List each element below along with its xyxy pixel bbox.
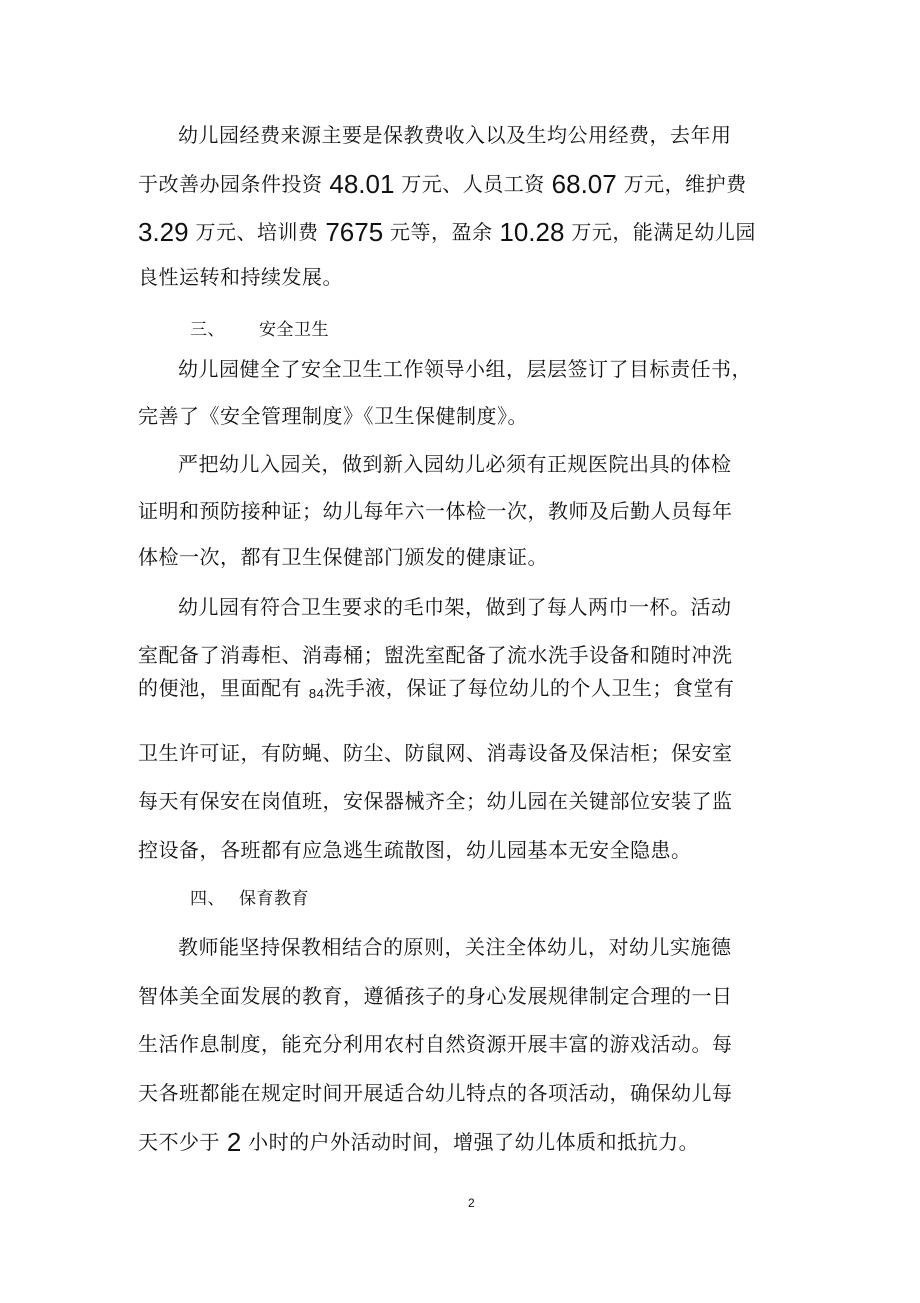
amount-value: 2 — [226, 1127, 242, 1157]
section-heading — [190, 318, 329, 342]
amount-value: 10.28 — [499, 217, 565, 247]
text-run: 洗手液，保证了每位幼儿的个人卫生；食堂有 — [324, 676, 735, 700]
text-run: 于改善办园条件投资 — [138, 172, 330, 196]
para4-line2: 室配备了消毒柜、消毒桶；盥洗室配备了流水洗手设备和随时冲洗 — [138, 643, 733, 667]
text-run: 万元、培训费 — [188, 220, 326, 244]
para5-line4: 天各班都能在规定时间开展适合幼儿特点的各项活动，确保幼儿每 — [138, 1081, 733, 1105]
para4-line6: 控设备，各班都有应急逃生疏散图，幼儿园基本无安全隐患。 — [138, 838, 692, 862]
para4-line5: 每天有保安在岗值班，安保器械齐全；幼儿园在关键部位安装了监 — [138, 789, 733, 813]
para3-line2: 证明和预防接种证；幼儿每年六一体检一次，教师及后勤人员每年 — [138, 499, 733, 523]
text-run: 万元，维护费 — [616, 172, 747, 196]
section-number: 三、 — [190, 320, 225, 340]
para5-line1: 教师能坚持保教相结合的原则，关注全体幼儿，对幼儿实施德 — [178, 935, 732, 959]
para5-line5 — [138, 1127, 700, 1157]
amount-value: 68.07 — [551, 169, 617, 199]
para5-line3: 生活作息制度，能充分利用农村自然资源开展丰富的游戏活动。每 — [138, 1032, 733, 1056]
para1-line3 — [138, 217, 756, 247]
section-heading — [190, 887, 309, 911]
text-run: 小时的户外活动时间，增强了幼儿体质和抵抗力。 — [241, 1130, 700, 1154]
amount-value: 48.01 — [329, 169, 395, 199]
para4-line4: 卫生许可证，有防蝇、防尘、防鼠网、消毒设备及保洁柜；保安室 — [138, 741, 733, 765]
text-run: 万元，能满足幼儿园 — [564, 220, 756, 244]
section-title: 安全卫生 — [259, 320, 329, 340]
para1-line1: 幼儿园经费来源主要是保教费收入以及生均公用经费，去年用 — [178, 123, 732, 147]
para1-line4: 良性运转和持续发展。 — [138, 265, 343, 289]
para4-line1: 幼儿园有符合卫生要求的毛巾架，做到了每人两巾一杯。活动 — [178, 595, 732, 619]
para3-line3: 体检一次，都有卫生保健部门颁发的健康证。 — [138, 545, 548, 569]
section-title: 保育教育 — [239, 889, 309, 909]
para3-line1: 严把幼儿入园关，做到新入园幼儿必须有正规医院出具的体检 — [178, 452, 732, 476]
text-run: 的便池，里面配有 — [138, 676, 309, 700]
para4-line3 — [138, 676, 734, 706]
text-run: 天不少于 — [138, 1130, 227, 1154]
amount-value: 3.29 — [138, 217, 189, 247]
para2-line2: 完善了《安全管理制度》《卫生保健制度》。 — [138, 404, 528, 428]
text-run: 元等，盈余 — [383, 220, 500, 244]
para2-line1: 幼儿园健全了安全卫生工作领导小组，层层签订了目标责任书， — [178, 357, 752, 381]
para5-line2: 智体美全面发展的教育，遵循孩子的身心发展规律制定合理的一日 — [138, 984, 733, 1008]
text-run: 万元、人员工资 — [394, 172, 552, 196]
amount-value: 84 — [308, 686, 325, 701]
para1-line2 — [138, 169, 747, 199]
amount-value: 7675 — [325, 217, 384, 247]
section-number: 四、 — [190, 889, 225, 909]
page-number: 2 — [468, 1196, 475, 1210]
